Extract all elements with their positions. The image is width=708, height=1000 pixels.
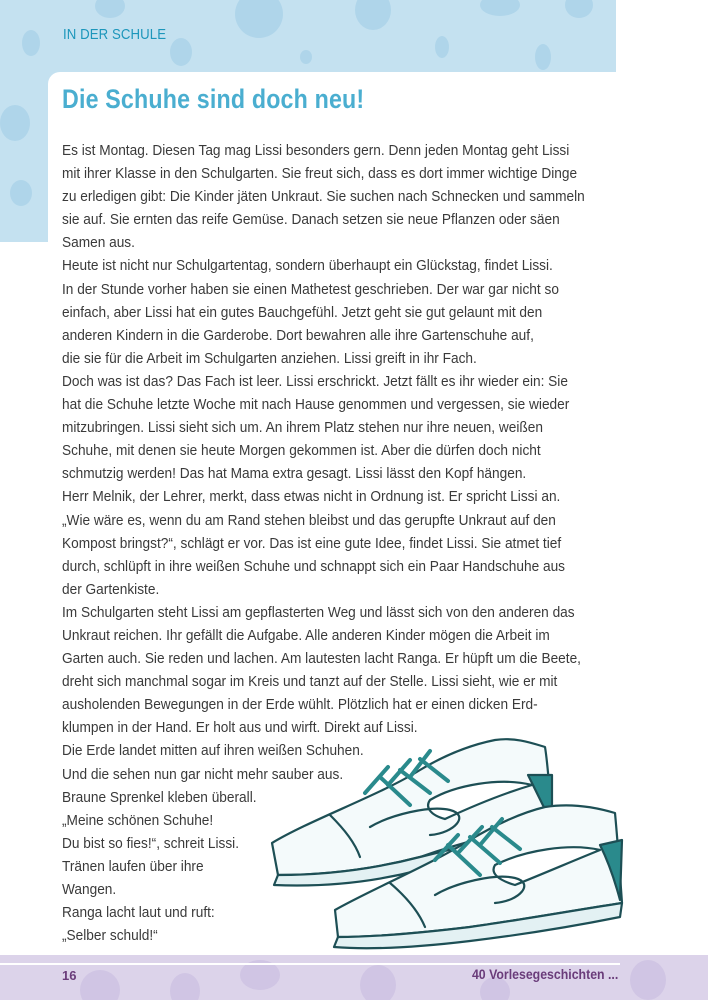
decor-blob: [22, 30, 40, 56]
story-line: der Gartenkiste.: [62, 580, 160, 598]
story-line: Braune Sprenkel kleben überall.: [62, 788, 257, 806]
page-number: 16: [62, 968, 77, 983]
story-line: Garten auch. Sie reden und lachen. Am lautesten lacht Ranga. Er hüpft um die Beete,: [62, 650, 581, 668]
story-line: Kompost bringst?“, schlägt er vor. Das ist eine gute Idee, findet Lissi. Sie atmet tief: [62, 534, 562, 552]
decor-blob: [80, 970, 120, 1000]
decor-blob: [565, 0, 593, 18]
story-line: Du bist so fies!“, schreit Lissi.: [62, 834, 239, 852]
story-line: durch, schlüpft in ihre weißen Schuhe und schnappt sich ein Paar Handschuhe aus: [62, 557, 566, 575]
story-line: Schuhe, mit denen sie heute Morgen gekommen ist. Aber die dürfen doch nicht: [62, 442, 541, 460]
story-line: anderen Kindern in die Garderobe. Dort bewahren alle ihre Gartenschuhe auf,: [62, 326, 534, 344]
story-title: Die Schuhe sind doch neu!: [62, 84, 365, 114]
page-footer: [0, 955, 708, 1000]
decor-blob: [435, 36, 449, 58]
story-line: Es ist Montag. Diesen Tag mag Lissi besonders gern. Denn jeden Montag geht Lissi: [62, 142, 570, 159]
story-line: „Selber schuld!“: [62, 927, 158, 945]
story-line: Wangen.: [62, 881, 117, 898]
story-line: Samen aus.: [62, 234, 135, 252]
story-line: Die Erde landet mitten auf ihren weißen Schuhen.: [62, 742, 364, 760]
decor-blob: [535, 44, 551, 70]
story-line: In der Stunde vorher haben sie einen Mathetest geschrieben. Der war gar nicht so: [62, 280, 559, 298]
story-line: Herr Melnik, der Lehrer, merkt, dass etwas nicht in Ordnung ist. Er spricht Lissi an.: [62, 488, 561, 506]
story-line: hat die Schuhe letzte Woche mit nach Hause genommen und vergessen, sie wieder: [62, 396, 570, 414]
decor-blob: [170, 973, 200, 1000]
footer-divider: [0, 963, 620, 965]
story-line: schmutzig werden! Das hat Mama extra gesagt. Lissi lässt den Kopf hängen.: [62, 465, 527, 483]
story-line: „Meine schönen Schuhe!: [62, 811, 214, 829]
story-line: Tränen laufen über ihre: [62, 857, 204, 875]
decor-blob: [95, 0, 125, 18]
story-line: die sie für die Arbeit im Schulgarten anziehen. Lissi greift in ihr Fach.: [62, 349, 477, 367]
story-line: Ranga lacht laut und ruft:: [62, 904, 215, 922]
decor-blob: [360, 965, 396, 1000]
story-line: Doch was ist das? Das Fach ist leer. Lissi erschrickt. Jetzt fällt es ihr wieder ein: Sie: [62, 372, 568, 390]
story-line: Unkraut reichen. Ihr gefällt die Aufgabe. Alle anderen Kinder mögen die Arbeit im: [62, 626, 550, 644]
story-line: Heute ist nicht nur Schulgartentag, sondern überhaupt ein Glückstag, findet Lissi.: [62, 257, 553, 275]
story-line: zu erledigen gibt: Die Kinder jäten Unkraut. Sie suchen nach Schnecken und sammeln: [62, 188, 585, 206]
story-line: Im Schulgarten steht Lissi am gepflasterten Weg und lässt sich von den anderen das: [62, 603, 575, 621]
story-line: Und die sehen nun gar nicht mehr sauber aus.: [62, 765, 344, 783]
decor-blob: [235, 0, 283, 38]
story-line: mitzubringen. Lissi sieht sich um. An ihrem Platz stehen nur ihre neuen, weißen: [62, 419, 543, 437]
decor-blob: [480, 0, 520, 16]
decor-blob: [170, 38, 192, 66]
story-line: einfach, aber Lissi hat ein gutes Bauchgefühl. Jetzt geht sie gut gelaunt mit den: [62, 303, 543, 321]
decor-blob: [10, 180, 32, 206]
sneakers-illustration: [270, 715, 630, 950]
section-label: IN DER SCHULE: [63, 26, 167, 43]
story-line: mit ihrer Klasse in den Schulgarten. Sie freut sich, dass es dort immer wichtige Dinge: [62, 165, 578, 183]
page-margin: [616, 0, 708, 72]
decor-blob: [630, 960, 666, 1000]
story-line: klumpen in der Hand. Er holt aus und wirft. Direkt auf Lissi.: [62, 719, 418, 737]
book-title: 40 Vorlesegeschichten ...: [471, 966, 618, 982]
decor-blob: [355, 0, 391, 30]
decor-blob: [300, 50, 312, 64]
story-line: „Wie wäre es, wenn du am Rand stehen bleibst und das gerupfte Unkraut auf den: [62, 511, 556, 529]
story-line: dreht sich manchmal sogar im Kreis und tanzt auf der Stelle. Lissi sieht, wie er mit: [62, 673, 558, 691]
decor-blob: [0, 105, 30, 141]
story-line: ausholenden Bewegungen in der Erde wühlt. Plötzlich hat er einen dicken Erd-: [62, 696, 538, 714]
story-line: sie auf. Sie ernten das reife Gemüse. Danach setzen sie neue Pflanzen oder säen: [62, 211, 560, 229]
